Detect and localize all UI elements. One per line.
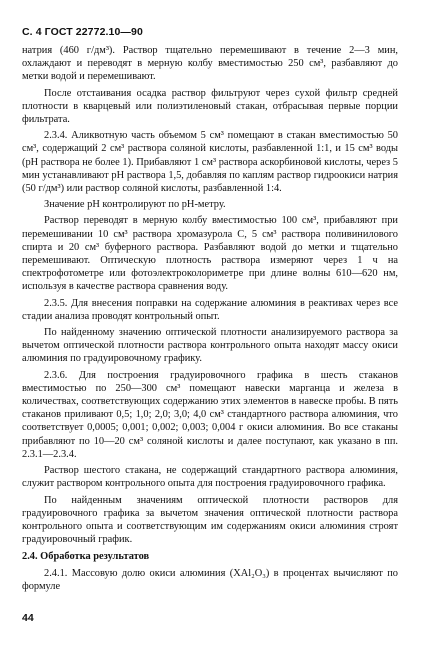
paragraph-5: Раствор переводят в мерную колбу вместимостью 100 см³, прибавляют при перемешивании 10 см³ раствора хромазурола С, 5 см³ раствора поливинилового спирта и 20 см³ буферного раствора. Разбавляют водой до метки и тщательно перемешивают. Оптическую плотность раствора измеряют через 1 ч на спектрофотометре или фотоэлектроколориметре при длине волны 610—620 нм, используя в качестве раствора сравнения воду. [22, 215, 398, 293]
paragraph-1: натрия (460 г/дм³). Раствор тщательно перемешивают в течение 2—3 мин, охлаждают и переводят в мерную колбу вместимостью 250 см³, разбавляют до метки водой и перемешивают. [22, 45, 398, 83]
paragraph-8: 2.3.6. Для построения градуировочного графика в шесть стаканов вместимостью по 250—300 см³ помещают навески марганца и железа в количествах, соответствующих содержанию этих элементов в навеске пробы. В пять стаканов приливают 0,5; 1,0; 2,0; 3,0; 4,0 см³ стандартного раствора алюминия, что соответствует 0,0005; 0,001; 0,002; 0,003; 0,004 г окиси алюминия. Во все стаканы прибавляют по 10—20 см³ соляной кислоты и далее поступают, как указано в пп. 2.3.1—2.3.4. [22, 369, 398, 460]
section-heading: 2.4. Обработка результатов [22, 551, 150, 563]
paragraph-9: Раствор шестого стакана, не содержащий стандартного раствора алюминия, служит раствором контрольного опыта для построения градуировочного графика. [22, 465, 398, 490]
paragraph-2: После отстаивания осадка раствор фильтруют через сухой фильтр средней плотности в кварцевый или полиэтиленовый стакан, отбрасывая первые порции фильтрата. [22, 87, 398, 126]
paragraph-3: 2.3.4. Аликвотную часть объемом 5 см³ помещают в стакан вместимостью 50 см³, содержащий 2 см³ раствора соляной кислоты, разбавленной 1:1, и 15 см³ воды (pH раствора не более 1). Прибавляют 1 см³ раствора аскорбиновой кислоты, через 5 мин устанавливают pH раствора 1,5, добавляя по каплям раствор гидроокиси натрия (50 г/дм³) или раствор соляной кислоты, разбавленной 1:4. [22, 130, 398, 195]
paragraph-7: По найденному значению оптической плотности анализируемого раствора за вычетом оптической плотности раствора контрольного опыта находят массу окиси алюминия по градуировочному графику. [22, 327, 398, 365]
paragraph-11: 2.4.1. Массовую долю окиси алюминия (XAl₂O₃) в процентах вычисляют по формуле [22, 567, 398, 592]
page-number: 44 [22, 612, 34, 624]
page-header: С. 4 ГОСТ 22772.10—90 [22, 26, 143, 38]
paragraph-6: 2.3.5. Для внесения поправки на содержание алюминия в реактивах через все стадии анализа проводят контрольный опыт. [22, 297, 398, 322]
paragraph-4: Значение pH контролируют по pH-метру. [44, 199, 226, 211]
document-body [22, 44, 398, 593]
paragraph-10: По найденным значениям оптической плотности растворов для градуировочного графика за вычетом значения оптической плотности раствора контрольного опыта и соответствующим им содержаниям окиси алюминия строят градуировочный график. [22, 494, 398, 546]
